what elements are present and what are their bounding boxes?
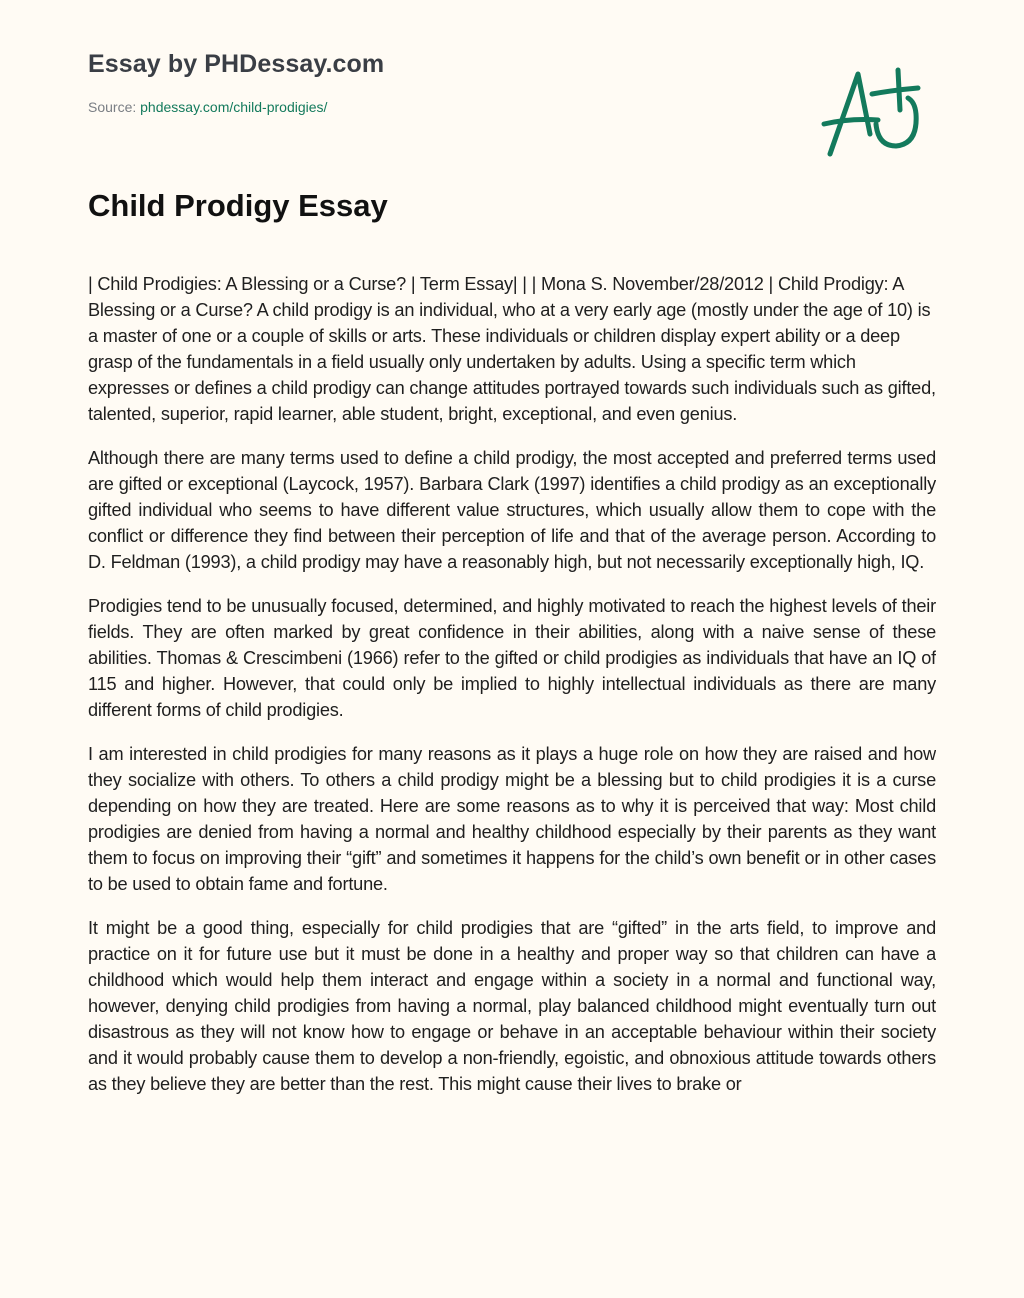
source-label: Source:: [88, 99, 141, 115]
essay-paragraph: Prodigies tend to be unusually focused, determined, and highly motivated to reach the highest levels of their fields. They are often marked by great confidence in their abilities, along with a naive sense of these abilities. Thomas & Crescimbeni (1966) refer to the gifted or child prodigies as individuals that have an IQ of 115 and higher. However, that could only be implied to highly intellectual individuals as there are many different forms of child prodigies.: [88, 596, 936, 720]
site-header: [88, 50, 384, 115]
site-title: Essay by PHDessay.com: [88, 50, 385, 78]
essay-body: [88, 271, 936, 1250]
essay-paragraph: I am interested in child prodigies for many reasons as it plays a huge role on how they are raised and how they socialize with others. To others a child prodigy might be a blessing but to child prodigies it is a curse depending on how they are treated. Here are some reasons as to why it is perceived that way: Most child prodigies are denied from having a normal and healthy childhood especially by their parents as they want them to focus on improving their “gift” and sometimes it happens for the child’s own benefit or in other cases to be used to obtain fame and fortune.: [88, 744, 936, 894]
essay-paragraph: Although there are many terms used to define a child prodigy, the most accepted and preferred terms used are gifted or exceptional (Laycock, 1957). Barbara Clark (1997) identifies a child prodigy as an exceptionally gifted individual who seems to have different value structures, which usually allow them to cope with the conflict or difference they find between their perception of life and that of the average person. According to D. Feldman (1993), a child prodigy may have a reasonably high, but not necessarily exceptionally high, IQ.: [88, 448, 936, 572]
source-line: [88, 99, 384, 115]
page-title: Child Prodigy Essay: [88, 188, 388, 223]
source-link[interactable]: phdessay.com/child-prodigies/: [140, 99, 328, 115]
essay-paragraph: | Child Prodigies: A Blessing or a Curse? | Term Essay| | | Mona S. November/28/2012 | Child Prodigy: A Blessing or a Curse? A child prodigy is an individual, who at a very early age (mostly under the age of 10) is a master of one or a couple of skills or arts. These individuals or children display expert ability or a deep grasp of the fundamentals in a field usually only undertaken by adults. Using a specific term which expresses or defines a child prodigy can change attitudes portrayed towards such individuals such as gifted, talented, superior, rapid learner, able student, bright, exceptional, and even genius.: [88, 274, 936, 424]
a-plus-grade-icon: [820, 62, 930, 162]
essay-paragraph: It might be a good thing, especially for child prodigies that are “gifted” in the arts field, to improve and practice on it for future use but it must be done in a healthy and proper way so that children can have a childhood which would help them interact and engage within a society in a normal and functional way, however, denying child prodigies from having a normal, play balanced childhood might eventually turn out disastrous as they will not know how to engage or behave in an acceptable behaviour within their society and it would probably cause them to develop a non-friendly, egoistic, and obnoxious attitude towards others as they believe they are better than the rest. This might cause their lives to brake or: [88, 918, 936, 1094]
